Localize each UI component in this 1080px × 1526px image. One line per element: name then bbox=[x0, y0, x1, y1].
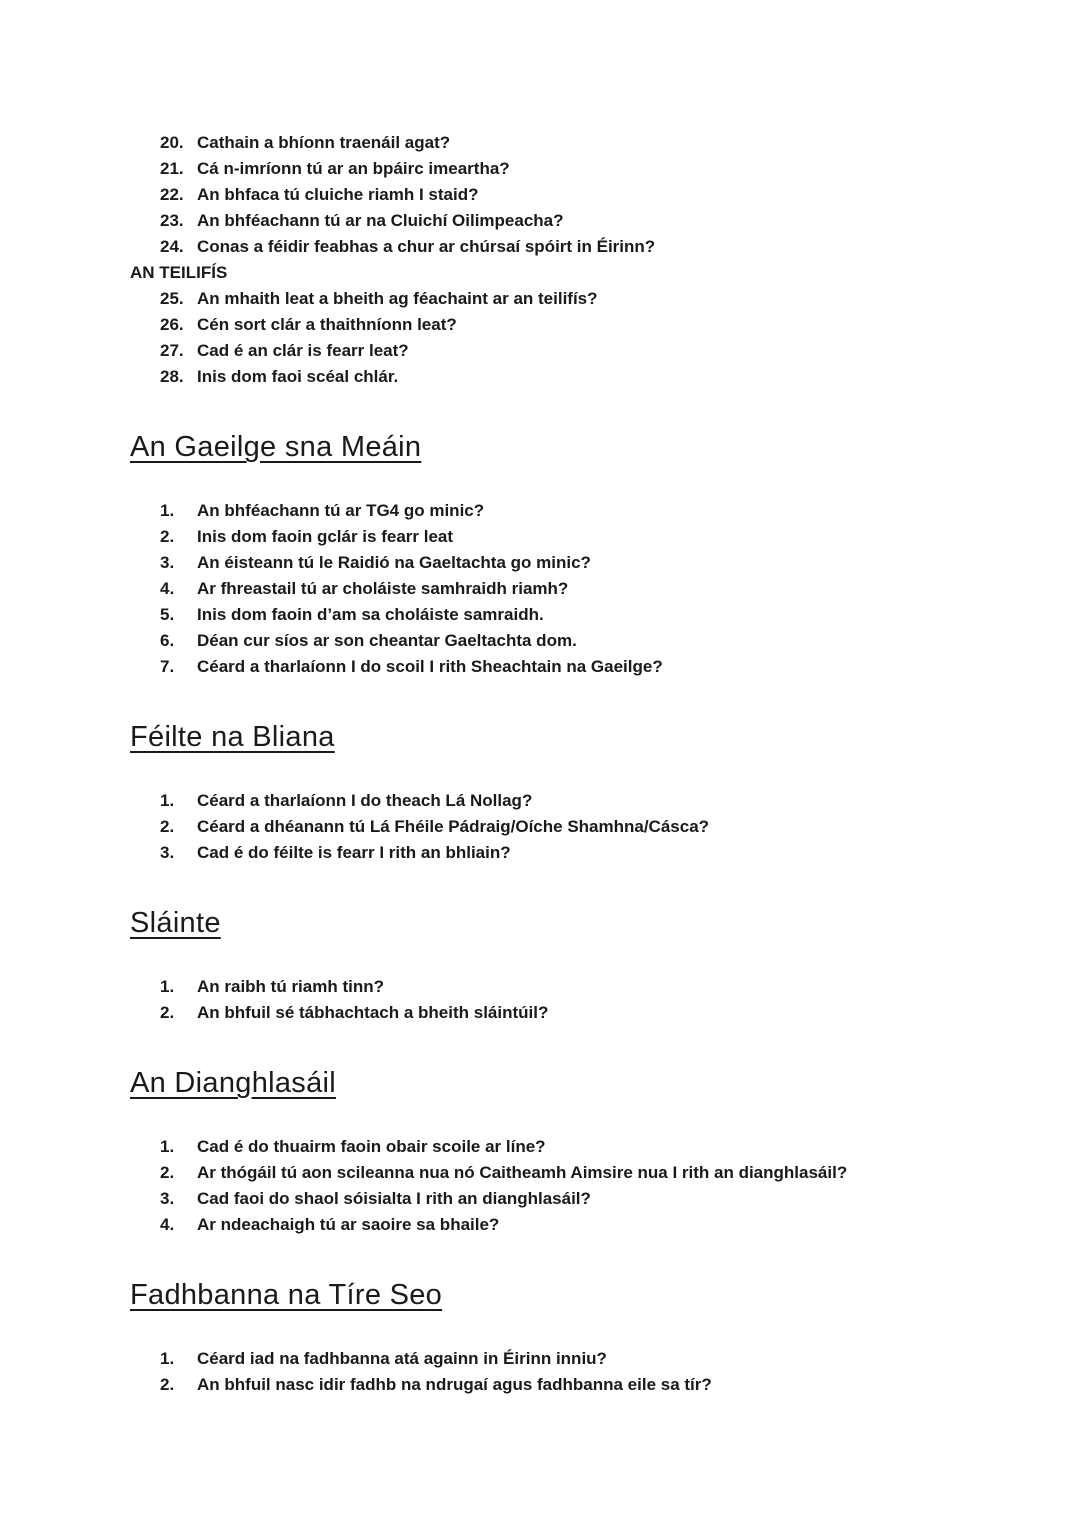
list-item-number: 1. bbox=[160, 1137, 175, 1156]
list-item bbox=[130, 234, 1010, 260]
list-item-text: Cá n-imríonn tú ar an bpáirc imeartha? bbox=[197, 159, 510, 178]
list-item bbox=[130, 1186, 1010, 1212]
list-item-text: An bhféachann tú ar na Cluichí Oilimpeacha? bbox=[197, 211, 564, 230]
list-item bbox=[130, 654, 1010, 680]
list-item bbox=[130, 1212, 1010, 1238]
list-item-text: Inis dom faoin gclár is fearr leat bbox=[197, 527, 454, 546]
list-item-number: 1. bbox=[160, 501, 175, 520]
list-item-text: An bhfaca tú cluiche riamh I staid? bbox=[197, 185, 479, 204]
list-item bbox=[130, 286, 1010, 312]
list-item bbox=[130, 550, 1010, 576]
list-item bbox=[130, 364, 1010, 390]
list-item bbox=[130, 814, 1010, 840]
section-gaeilge-sna-meain bbox=[130, 430, 1010, 680]
section-heading: An Dianghlasáil bbox=[130, 1067, 337, 1099]
list-item-number: 3. bbox=[160, 1189, 175, 1208]
list-item-number: 2. bbox=[160, 817, 175, 836]
list-item-number: 1. bbox=[160, 977, 175, 996]
list-item-number: 23. bbox=[160, 211, 184, 230]
list-item-text: An bhféachann tú ar TG4 go minic? bbox=[197, 501, 485, 520]
list-item-text: Inis dom faoi scéal chlár. bbox=[197, 367, 399, 386]
list-item bbox=[130, 576, 1010, 602]
list-item bbox=[130, 788, 1010, 814]
list-item-text: An raibh tú riamh tinn? bbox=[197, 977, 384, 996]
list-item bbox=[130, 1160, 1010, 1186]
list-item-text: Céard a tharlaíonn I do theach Lá Nollag? bbox=[197, 791, 533, 810]
list-item-text: Céard a dhéanann tú Lá Fhéile Pádraig/Oíche Shamhna/Cásca? bbox=[197, 817, 710, 836]
list-item bbox=[130, 130, 1010, 156]
list-item-text: Céard a tharlaíonn I do scoil I rith Sheachtain na Gaeilge? bbox=[197, 657, 663, 676]
list-item bbox=[130, 628, 1010, 654]
list-item-number: 24. bbox=[160, 237, 184, 256]
list-item bbox=[130, 974, 1010, 1000]
list-item-text: Ar fhreastail tú ar choláiste samhraidh riamh? bbox=[197, 579, 569, 598]
list-item bbox=[130, 208, 1010, 234]
list-item bbox=[130, 498, 1010, 524]
inline-subheading-teilifis: AN TEILIFÍS bbox=[130, 263, 228, 282]
section-heading: Sláinte bbox=[130, 907, 221, 939]
list-item-number: 1. bbox=[160, 791, 175, 810]
list-item bbox=[130, 156, 1010, 182]
list-item-number: 22. bbox=[160, 185, 184, 204]
list-item-number: 4. bbox=[160, 1215, 175, 1234]
list-item-number: 1. bbox=[160, 1349, 175, 1368]
list-item bbox=[130, 1000, 1010, 1026]
list-item-number: 2. bbox=[160, 1003, 175, 1022]
section-feilte-na-bliana bbox=[130, 720, 1010, 866]
continued-list-section bbox=[130, 130, 1010, 390]
list-item-text: An éisteann tú le Raidió na Gaeltachta go minic? bbox=[197, 553, 591, 572]
list-item-number: 27. bbox=[160, 341, 184, 360]
list-item-number: 5. bbox=[160, 605, 175, 624]
section-slainte bbox=[130, 906, 1010, 1026]
section-list bbox=[130, 1134, 1010, 1238]
list-item-text: Cad faoi do shaol sóisialta I rith an dianghlasáil? bbox=[197, 1189, 591, 1208]
section-an-dianghlasail bbox=[130, 1066, 1010, 1238]
section-heading: Féilte na Bliana bbox=[130, 721, 335, 753]
section-heading: An Gaeilge sna Meáin bbox=[130, 431, 422, 463]
list-item-text: Cathain a bhíonn traenáil agat? bbox=[197, 133, 451, 152]
list-item-text: Cad é an clár is fearr leat? bbox=[197, 341, 409, 360]
list-item-number: 2. bbox=[160, 1163, 175, 1182]
list-item-number: 28. bbox=[160, 367, 184, 386]
list-item bbox=[130, 182, 1010, 208]
section-list bbox=[130, 498, 1010, 680]
list-item-number: 6. bbox=[160, 631, 175, 650]
list-item-text: Déan cur síos ar son cheantar Gaeltachta dom. bbox=[197, 631, 577, 650]
list-item-text: An bhfuil sé tábhachtach a bheith sláintúil? bbox=[197, 1003, 549, 1022]
section-fadhbanna-na-tire-seo bbox=[130, 1278, 1010, 1398]
list-item-number: 25. bbox=[160, 289, 184, 308]
list-item-number: 2. bbox=[160, 527, 175, 546]
list-item bbox=[130, 524, 1010, 550]
list-item-number: 3. bbox=[160, 553, 175, 572]
list-item-number: 26. bbox=[160, 315, 184, 334]
list-item-number: 2. bbox=[160, 1375, 175, 1394]
list-item-number: 4. bbox=[160, 579, 175, 598]
list-item-text: Céard iad na fadhbanna atá againn in Éirinn inniu? bbox=[197, 1349, 607, 1368]
list-item-text: Cad é do thuairm faoin obair scoile ar líne? bbox=[197, 1137, 546, 1156]
list-item-number: 21. bbox=[160, 159, 184, 178]
list-item-number: 7. bbox=[160, 657, 175, 676]
section-list bbox=[130, 974, 1010, 1026]
section-list bbox=[130, 788, 1010, 866]
section-list bbox=[130, 1346, 1010, 1398]
list-item bbox=[130, 1372, 1010, 1398]
list-item bbox=[130, 840, 1010, 866]
list-item-text: Ar ndeachaigh tú ar saoire sa bhaile? bbox=[197, 1215, 500, 1234]
list-item bbox=[130, 1346, 1010, 1372]
list-item bbox=[130, 312, 1010, 338]
list-item-number: 20. bbox=[160, 133, 184, 152]
list-item-text: Cén sort clár a thaithníonn leat? bbox=[197, 315, 457, 334]
list-item-text: Cad é do féilte is fearr I rith an bhliain? bbox=[197, 843, 511, 862]
list-item bbox=[130, 602, 1010, 628]
list-item bbox=[130, 338, 1010, 364]
list-item-text: An bhfuil nasc idir fadhb na ndrugaí agus fadhbanna eile sa tír? bbox=[197, 1375, 712, 1394]
list-item-text: Inis dom faoin d’am sa choláiste samraidh. bbox=[197, 605, 544, 624]
list-item-text: Conas a féidir feabhas a chur ar chúrsaí spóirt in Éirinn? bbox=[197, 237, 656, 256]
list-item-number: 3. bbox=[160, 843, 175, 862]
list-item-text: An mhaith leat a bheith ag féachaint ar an teilifís? bbox=[197, 289, 598, 308]
list-item bbox=[130, 1134, 1010, 1160]
list-item-text: Ar thógáil tú aon scileanna nua nó Caitheamh Aimsire nua I rith an dianghlasáil? bbox=[197, 1163, 848, 1182]
section-heading: Fadhbanna na Tíre Seo bbox=[130, 1279, 443, 1311]
